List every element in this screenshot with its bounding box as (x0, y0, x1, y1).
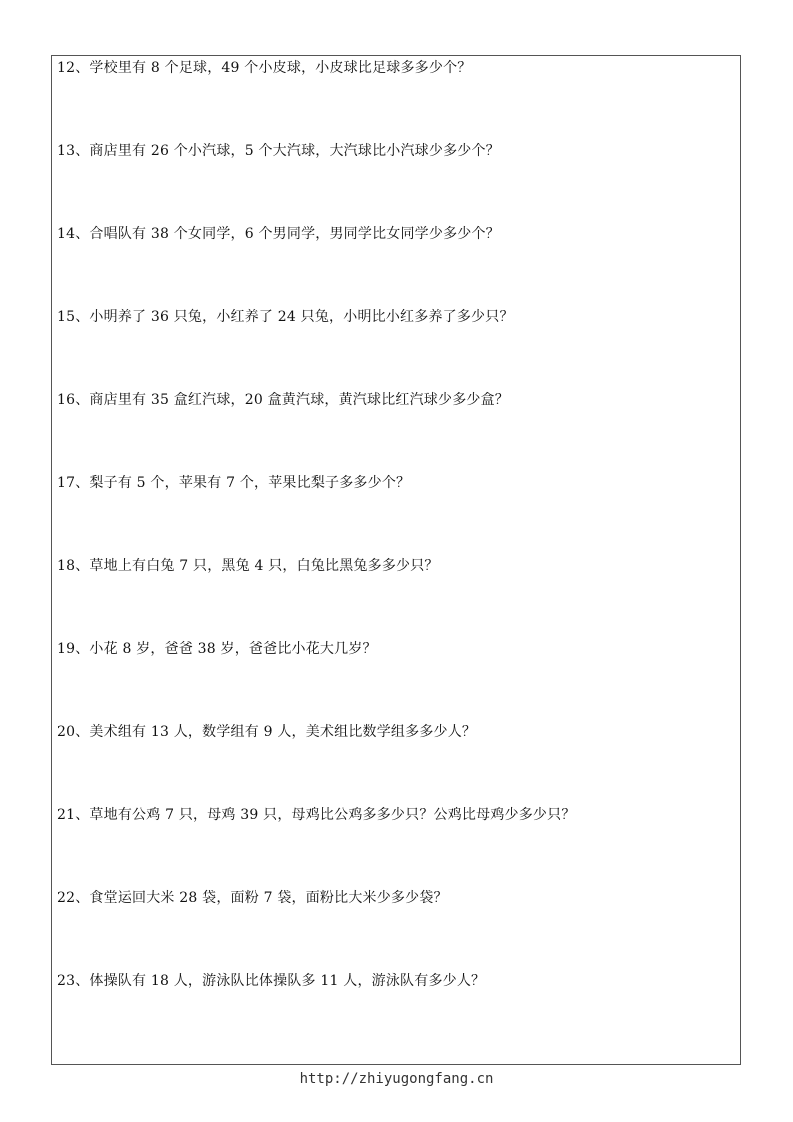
question-22: 22、食堂运回大米 28 袋，面粉 7 袋，面粉比大米少多少袋？ (57, 890, 448, 906)
question-12: 12、学校里有 8 个足球，49 个小皮球，小皮球比足球多多少个？ (57, 60, 472, 76)
question-23: 23、体操队有 18 人，游泳队比体操队多 11 人，游泳队有多少人？ (57, 973, 486, 989)
question-20: 20、美术组有 13 人，数学组有 9 人，美术组比数学组多多少人？ (57, 724, 477, 740)
question-19: 19、小花 8 岁，爸爸 38 岁，爸爸比小花大几岁？ (57, 641, 377, 657)
question-15: 15、小明养了 36 只兔，小红养了 24 只兔，小明比小红多养了多少只？ (57, 309, 514, 325)
question-17: 17、梨子有 5 个，苹果有 7 个，苹果比梨子多多少个？ (57, 475, 411, 491)
question-13: 13、商店里有 26 个小汽球，5 个大汽球，大汽球比小汽球少多少个？ (57, 143, 500, 159)
footer-url[interactable]: http://zhiyugongfang.cn (299, 1071, 494, 1087)
question-18: 18、草地上有白兔 7 只，黑兔 4 只，白兔比黑兔多多少只？ (57, 558, 439, 574)
question-16: 16、商店里有 35 盒红汽球，20 盒黄汽球，黄汽球比红汽球少多少盒？ (57, 392, 509, 408)
question-14: 14、合唱队有 38 个女同学，6 个男同学，男同学比女同学少多少个？ (57, 226, 500, 242)
question-21: 21、草地有公鸡 7 只，母鸡 39 只，母鸡比公鸡多多少只？公鸡比母鸡少多少只？ (57, 807, 576, 823)
